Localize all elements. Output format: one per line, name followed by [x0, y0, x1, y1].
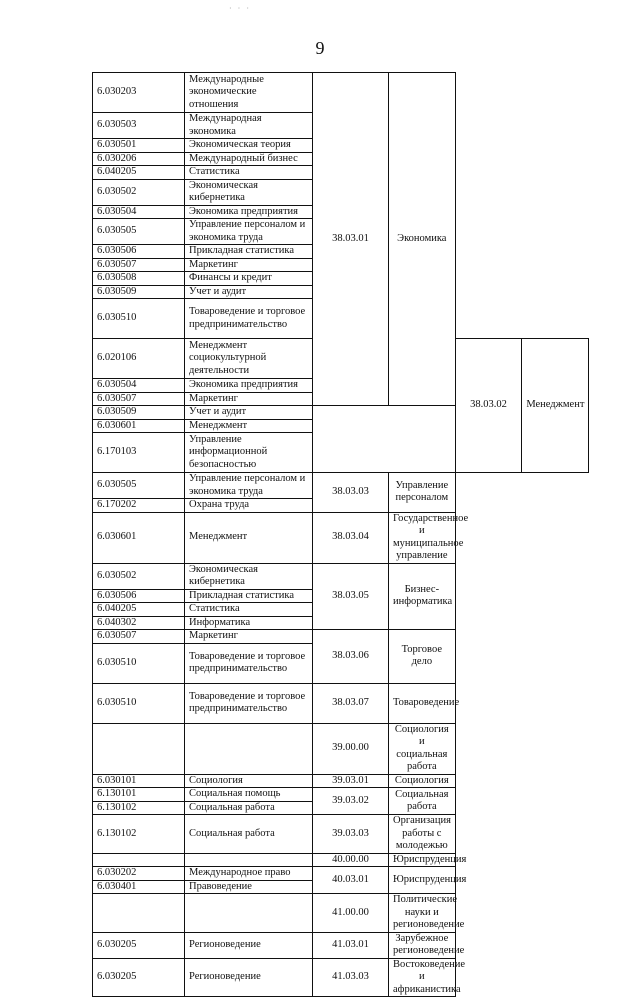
- old-code-cell: 6.030507: [93, 258, 185, 272]
- new-name-cell: Организация работы с молодежью: [389, 815, 456, 854]
- new-code-cell: 40.00.00: [313, 853, 389, 867]
- new-name-cell: Социология и социальная работа: [389, 723, 456, 774]
- new-code-cell: 38.03.02: [455, 339, 522, 473]
- table-row: [93, 894, 589, 933]
- old-name-cell: Управление персоналом и экономика труда: [185, 473, 313, 499]
- old-name-cell: Социальная помощь: [185, 788, 313, 802]
- new-name-cell: Юриспруденция: [389, 867, 456, 894]
- old-code-cell: 6.130102: [93, 815, 185, 854]
- specialty-correspondence-table: [92, 72, 589, 997]
- new-code-cell: 38.03.01: [313, 73, 389, 406]
- new-name-cell: Социология: [389, 774, 456, 788]
- old-name-cell: Статистика: [185, 166, 313, 180]
- new-name-cell: Менеджмент: [522, 339, 589, 473]
- old-code-cell: 6.030206: [93, 152, 185, 166]
- old-name-cell: Статистика: [185, 603, 313, 617]
- old-name-cell: Экономика предприятия: [185, 379, 313, 393]
- old-code-cell: 6.040205: [93, 603, 185, 617]
- old-code-cell: 6.030504: [93, 205, 185, 219]
- new-code-cell: 39.00.00: [313, 723, 389, 774]
- table-row: [93, 853, 589, 867]
- old-code-cell: 6.030510: [93, 683, 185, 723]
- old-name-cell: Учет и аудит: [185, 406, 313, 420]
- new-code-cell: 39.03.02: [313, 788, 389, 815]
- old-code-cell: 6.030506: [93, 245, 185, 259]
- new-code-cell: 41.03.01: [313, 932, 389, 958]
- table-row: [93, 512, 589, 563]
- old-name-cell: Социальная работа: [185, 801, 313, 815]
- new-code-cell: 38.03.05: [313, 563, 389, 630]
- new-name-cell: Государственное и муниципальное управление: [389, 512, 456, 563]
- old-code-cell: 6.030510: [93, 299, 185, 339]
- new-code-cell: 41.03.03: [313, 958, 389, 997]
- old-name-cell: Менеджмент: [185, 419, 313, 433]
- old-name-cell: Правоведение: [185, 880, 313, 894]
- new-code-cell: 38.03.03: [313, 473, 389, 513]
- old-name-cell: Международные экономические отношения: [185, 73, 313, 113]
- old-code-cell: 6.030507: [93, 630, 185, 644]
- old-name-cell: Маркетинг: [185, 258, 313, 272]
- old-code-cell: 6.030505: [93, 219, 185, 245]
- old-code-cell: 6.030503: [93, 113, 185, 139]
- old-name-cell: Информатика: [185, 616, 313, 630]
- old-code-cell: 6.040205: [93, 166, 185, 180]
- new-name-cell: Востоковедение и африканистика: [389, 958, 456, 997]
- old-code-cell: 6.170103: [93, 433, 185, 473]
- new-code-cell: 41.00.00: [313, 894, 389, 933]
- new-name-cell: Зарубежное регионоведение: [389, 932, 456, 958]
- old-name-cell: Регионоведение: [185, 958, 313, 997]
- old-code-cell: 6.030205: [93, 958, 185, 997]
- table-row: [93, 932, 589, 958]
- old-name-cell: Менеджмент социокультурной деятельности: [185, 339, 313, 379]
- old-name-cell: Социология: [185, 774, 313, 788]
- old-code-cell: 6.030509: [93, 285, 185, 299]
- table-row: [93, 630, 589, 644]
- new-code-cell: 40.03.01: [313, 867, 389, 894]
- old-code-cell: 6.030508: [93, 272, 185, 286]
- old-code-cell: 6.170202: [93, 499, 185, 513]
- old-name-cell: Экономика предприятия: [185, 205, 313, 219]
- new-code-cell: 39.03.03: [313, 815, 389, 854]
- old-name-cell: Социальная работа: [185, 815, 313, 854]
- table-body: [93, 73, 589, 997]
- old-name-cell: Маркетинг: [185, 392, 313, 406]
- table-row: [93, 73, 589, 113]
- table-row: [93, 723, 589, 774]
- table-row: [93, 788, 589, 802]
- old-name-cell: Регионоведение: [185, 932, 313, 958]
- table-row: [93, 774, 589, 788]
- old-name-cell: Международная экономика: [185, 113, 313, 139]
- old-code-cell: 6.030510: [93, 643, 185, 683]
- old-name-cell: Экономическая теория: [185, 139, 313, 153]
- table-row: [93, 815, 589, 854]
- old-code-cell: 6.030203: [93, 73, 185, 113]
- new-name-cell: Бизнес-информатика: [389, 563, 456, 630]
- old-name-cell: Управление информационной безопасностью: [185, 433, 313, 473]
- old-code-cell: [93, 894, 185, 933]
- old-code-cell: 6.130102: [93, 801, 185, 815]
- new-code-cell: 38.03.07: [313, 683, 389, 723]
- old-code-cell: 6.130101: [93, 788, 185, 802]
- old-name-cell: [185, 894, 313, 933]
- table-row: [93, 958, 589, 997]
- old-name-cell: Охрана труда: [185, 499, 313, 513]
- new-name-cell: Экономика: [389, 73, 456, 406]
- new-name-cell: Юриспруденция: [389, 853, 456, 867]
- old-code-cell: 6.030502: [93, 179, 185, 205]
- old-name-cell: Международное право: [185, 867, 313, 881]
- old-name-cell: Маркетинг: [185, 630, 313, 644]
- old-name-cell: Товароведение и торговое предпринимательство: [185, 299, 313, 339]
- old-name-cell: Экономическая кибернетика: [185, 179, 313, 205]
- old-name-cell: Финансы и кредит: [185, 272, 313, 286]
- scan-mark: · · ·: [229, 4, 251, 13]
- old-code-cell: 6.030505: [93, 473, 185, 499]
- old-name-cell: Товароведение и торговое предпринимательство: [185, 683, 313, 723]
- new-code-cell: 38.03.04: [313, 512, 389, 563]
- old-name-cell: [185, 853, 313, 867]
- old-code-cell: 6.030202: [93, 867, 185, 881]
- old-code-cell: 6.030205: [93, 932, 185, 958]
- new-name-cell: Управление персоналом: [389, 473, 456, 513]
- old-name-cell: Прикладная статистика: [185, 589, 313, 603]
- old-name-cell: Экономическая кибернетика: [185, 563, 313, 589]
- old-code-cell: 6.040302: [93, 616, 185, 630]
- old-code-cell: 6.030506: [93, 589, 185, 603]
- old-code-cell: [93, 723, 185, 774]
- old-name-cell: [185, 723, 313, 774]
- old-name-cell: Учет и аудит: [185, 285, 313, 299]
- table-row: [93, 563, 589, 589]
- new-name-cell: Социальная работа: [389, 788, 456, 815]
- old-code-cell: 6.030502: [93, 563, 185, 589]
- new-name-cell: Торговое дело: [389, 630, 456, 684]
- old-name-cell: Прикладная статистика: [185, 245, 313, 259]
- table-row: [93, 473, 589, 499]
- old-name-cell: Товароведение и торговое предпринимательство: [185, 643, 313, 683]
- old-code-cell: 6.030101: [93, 774, 185, 788]
- old-code-cell: 6.030401: [93, 880, 185, 894]
- old-code-cell: [93, 853, 185, 867]
- new-name-cell: Товароведение: [389, 683, 456, 723]
- old-code-cell: 6.030509: [93, 406, 185, 420]
- old-code-cell: 6.030504: [93, 379, 185, 393]
- table-row: [93, 683, 589, 723]
- new-code-cell: 39.03.01: [313, 774, 389, 788]
- page-number: 9: [315, 38, 325, 58]
- old-name-cell: Управление персоналом и экономика труда: [185, 219, 313, 245]
- old-name-cell: Менеджмент: [185, 512, 313, 563]
- old-code-cell: 6.030507: [93, 392, 185, 406]
- old-code-cell: 6.030601: [93, 512, 185, 563]
- old-name-cell: Международный бизнес: [185, 152, 313, 166]
- old-code-cell: 6.030501: [93, 139, 185, 153]
- new-code-cell: 38.03.06: [313, 630, 389, 684]
- old-code-cell: 6.030601: [93, 419, 185, 433]
- new-name-cell: Политические науки и регионоведение: [389, 894, 456, 933]
- old-code-cell: 6.020106: [93, 339, 185, 379]
- table-row: [93, 867, 589, 881]
